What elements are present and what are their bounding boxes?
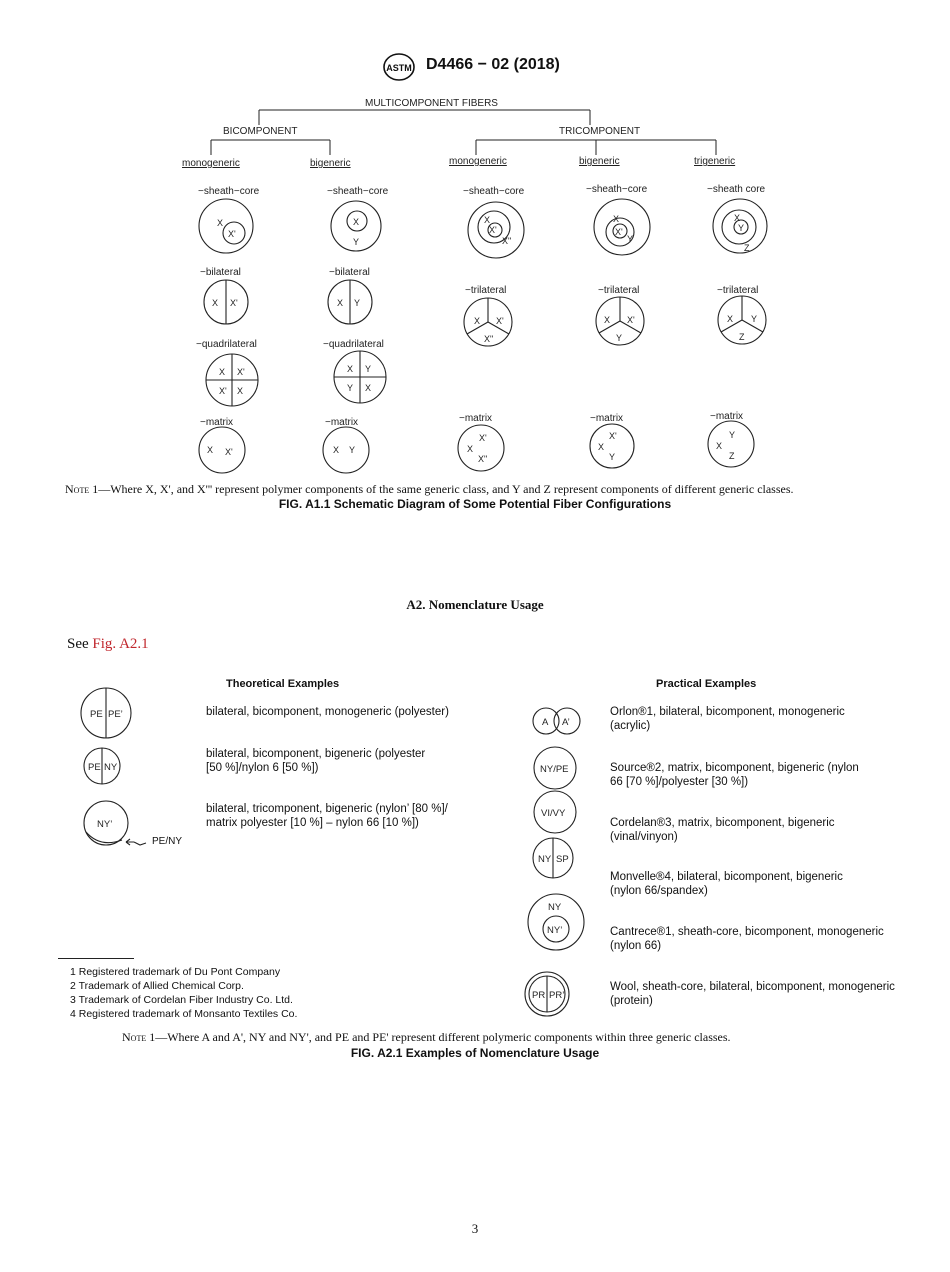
fiber-bilateral-bi (328, 280, 372, 324)
svg-text:X: X (727, 314, 734, 324)
svg-text:NY: NY (104, 762, 118, 773)
fiber-matrix-tri-mono (458, 425, 504, 471)
svg-text:NY: NY (538, 854, 552, 865)
svg-text:Y: Y (347, 383, 354, 393)
practical-desc: Cantrece®1, sheath-core, bicomponent, monogeneric (nylon 66) (610, 926, 884, 952)
svg-text:PE: PE (88, 762, 101, 773)
svg-text:A’: A’ (562, 717, 570, 728)
fiber-diagrams (0, 0, 950, 480)
column-header: bigeneric (310, 158, 351, 169)
fiber-bilateral-mono (204, 280, 248, 324)
bicomponent-label: BICOMPONENT (223, 126, 298, 137)
svg-text:X: X (212, 298, 219, 308)
svg-text:NY’: NY’ (97, 819, 113, 830)
svg-text:A: A (542, 717, 549, 728)
svg-text:X: X (613, 214, 620, 224)
footnote: 1 Registered trademark of Du Pont Company (70, 966, 281, 978)
footnote: 4 Registered trademark of Monsanto Textiles Co. (70, 1008, 298, 1020)
svg-text:Y: Y (354, 298, 361, 308)
diagram-a-a (533, 708, 580, 734)
svg-text:X': X' (615, 227, 623, 237)
figure-a1-note: Note 1—Where X, X', and X''' represent polymer components of the same generic class, and Y and Z represent components of different generic classes. (65, 482, 794, 496)
config-label: −trilateral (717, 285, 759, 296)
svg-text:X': X' (627, 315, 635, 325)
svg-text:X: X (347, 364, 354, 374)
fiber-trilateral-tri (718, 296, 766, 344)
svg-text:X": X" (484, 334, 494, 344)
svg-text:VI/VY: VI/VY (541, 808, 566, 819)
column-header: monogeneric (182, 158, 240, 169)
svg-text:X': X' (479, 433, 487, 443)
svg-text:X': X' (230, 298, 238, 308)
svg-text:X': X' (225, 447, 233, 457)
svg-text:PR: PR (532, 990, 546, 1001)
page-number: 3 (471, 1221, 479, 1236)
fiber-matrix-tri-bi (590, 424, 634, 468)
config-label: −bilateral (200, 267, 241, 278)
svg-text:X': X' (228, 229, 236, 239)
svg-text:PR’: PR’ (549, 990, 565, 1001)
svg-text:X: X (467, 444, 474, 454)
fiber-matrix-tri-tri (708, 421, 754, 467)
svg-text:Y: Y (616, 333, 623, 343)
config-label: −sheath−core (198, 186, 260, 197)
diagram-ny-sp (533, 838, 573, 878)
config-label: −bilateral (329, 267, 370, 278)
fiber-trilateral-mono (464, 298, 512, 346)
svg-text:X': X' (496, 316, 504, 326)
theoretical-desc: bilateral, bicomponent, bigeneric (polyester [50 %]/nylon 6 [50 %]) (206, 748, 426, 774)
diagram-pr-pr (525, 972, 569, 1016)
svg-text:Y: Y (751, 314, 758, 324)
svg-text:X: X (474, 316, 481, 326)
figure-a2-note: Note 1—Where A and A', NY and NY', and PE and PE' represent different polymeric components within three generic classes. (122, 1030, 731, 1044)
svg-text:PE’: PE’ (108, 709, 123, 720)
multicomponent-label: MULTICOMPONENT FIBERS (365, 98, 498, 109)
practical-title: Practical Examples (656, 678, 757, 690)
theoretical-title: Theoretical Examples (226, 678, 340, 690)
standard-designation: D4466 − 02 (2018) (426, 56, 560, 73)
fiber-matrix-bi (323, 427, 369, 473)
svg-text:NY’: NY’ (547, 925, 563, 936)
config-label: −trilateral (598, 285, 640, 296)
config-label: −matrix (590, 413, 624, 424)
fiber-sheath-core-mono (199, 199, 253, 253)
fiber-sheath-core-tri-bi (594, 199, 650, 255)
svg-text:Y: Y (349, 445, 356, 455)
column-header: trigeneric (694, 156, 736, 167)
svg-text:X: X (716, 441, 723, 451)
config-label: −matrix (710, 411, 744, 422)
practical-desc: Cordelan®3, matrix, bicomponent, bigeneric (vinal/vinyon) (610, 817, 835, 843)
svg-text:X: X (337, 298, 344, 308)
svg-text:Y: Y (365, 364, 372, 374)
fig-a2-1-link[interactable]: Fig. A2.1 (92, 636, 149, 652)
svg-text:Y: Y (729, 430, 736, 440)
figure-a1-1 (0, 0, 950, 520)
svg-text:Y: Y (353, 237, 360, 247)
footnote-rule (58, 958, 134, 959)
diagram-pe-ny (84, 748, 120, 784)
svg-text:X': X' (609, 431, 617, 441)
config-label: −matrix (325, 417, 359, 428)
svg-text:PE: PE (90, 709, 103, 720)
footnote: 2 Trademark of Allied Chemical Corp. (70, 980, 244, 992)
practical-desc: Monvelle®4, bilateral, bicomponent, bigeneric (nylon 66/spandex) (610, 871, 843, 897)
svg-text:X": X" (478, 454, 488, 464)
svg-text:Y: Y (738, 223, 745, 233)
config-label: −quadrilateral (196, 339, 257, 350)
svg-text:X": X" (502, 236, 512, 246)
figure-a1-caption: FIG. A1.1 Schematic Diagram of Some Potential Fiber Configurations (278, 497, 672, 511)
svg-text:X: X (353, 217, 360, 227)
fiber-quadrilateral-mono (206, 354, 258, 406)
diagram-ny-sheath-core (528, 894, 584, 950)
fiber-trilateral-bi (596, 297, 644, 345)
svg-text:X: X (365, 383, 372, 393)
astm-logo-text: ASTM (386, 63, 412, 73)
svg-text:X: X (219, 367, 226, 377)
figure-a2-caption: FIG. A2.1 Examples of Nomenclature Usage (350, 1046, 600, 1060)
see-figure-line: See Fig. A2.1 (67, 636, 149, 652)
svg-text:X: X (484, 215, 491, 225)
svg-text:X': X' (237, 367, 245, 377)
config-label: −trilateral (465, 285, 507, 296)
svg-text:X: X (734, 213, 741, 223)
tricomponent-label: TRICOMPONENT (559, 126, 641, 137)
config-label: −matrix (459, 413, 493, 424)
svg-text:Z: Z (744, 243, 750, 253)
svg-text:NY: NY (548, 902, 562, 913)
fiber-sheath-core-bi (331, 201, 381, 251)
practical-desc: Wool, sheath-core, bilateral, bicomponent, monogeneric (protein) (610, 981, 895, 1007)
config-label: −sheath−core (327, 186, 389, 197)
svg-text:X: X (237, 386, 244, 396)
diagram-vi-vy (534, 791, 576, 833)
fiber-matrix-mono (199, 427, 245, 473)
pe-ny-arrow-label: PE/NY (152, 836, 183, 847)
diagram-pe-pe (81, 688, 131, 738)
svg-text:X: X (604, 315, 611, 325)
svg-text:X: X (333, 445, 340, 455)
config-label: −sheath−core (586, 184, 648, 195)
fiber-sheath-core-tri-mono (468, 202, 524, 258)
svg-text:X: X (217, 218, 224, 228)
svg-text:Z: Z (729, 451, 735, 461)
svg-text:Y: Y (609, 452, 616, 462)
diagram-ny-pe (534, 747, 576, 789)
diagram-ny-matrix (84, 801, 146, 845)
section-heading: A2. Nomenclature Usage (406, 597, 544, 612)
svg-text:X': X' (489, 225, 497, 235)
practical-desc: Orlon®1, bilateral, bicomponent, monogeneric (acrylic) (610, 706, 845, 732)
config-label: −sheath−core (463, 186, 525, 197)
config-label: −sheath core (707, 184, 766, 195)
svg-text:NY/PE: NY/PE (540, 764, 569, 775)
column-header: bigeneric (579, 156, 620, 167)
fiber-quadrilateral-bi (334, 351, 386, 403)
theoretical-desc: bilateral, bicomponent, monogeneric (polyester) (206, 706, 449, 718)
svg-text:Y: Y (627, 234, 634, 244)
svg-text:X: X (598, 442, 605, 452)
practical-desc: Source®2, matrix, bicomponent, bigeneric (nylon 66 [70 %]/polyester [30 %]) (610, 762, 859, 788)
svg-text:X: X (207, 445, 214, 455)
config-label: −matrix (200, 417, 234, 428)
theoretical-desc: bilateral, tricomponent, bigeneric (nylon’ [80 %]/ matrix polyester [10 %] – nylon 66 [10 %]) (206, 803, 448, 829)
fiber-sheath-core-tri-tri (713, 199, 767, 253)
footnote: 3 Trademark of Cordelan Fiber Industry Co. Ltd. (70, 994, 293, 1006)
config-label: −quadrilateral (323, 339, 384, 350)
svg-text:X': X' (219, 386, 227, 396)
svg-text:Z: Z (739, 332, 745, 342)
column-header: monogeneric (449, 156, 507, 167)
svg-text:SP: SP (556, 854, 569, 865)
